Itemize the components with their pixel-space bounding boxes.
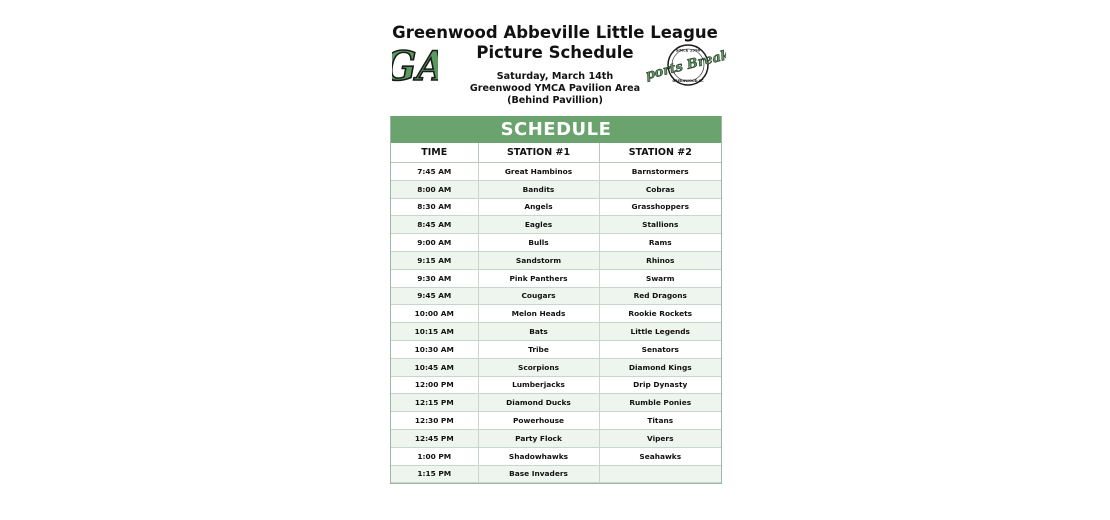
station-2-cell: Seahawks	[599, 447, 721, 465]
table-row	[391, 358, 721, 376]
column-header-station-1: STATION #1	[478, 143, 599, 163]
table-row	[391, 323, 721, 341]
table-row	[391, 447, 721, 465]
schedule-table	[391, 143, 721, 483]
station-2-cell	[599, 465, 721, 483]
station-2-cell: Vipers	[599, 429, 721, 447]
station-2-cell: Swarm	[599, 269, 721, 287]
ga-logo-text	[392, 43, 438, 90]
table-row	[391, 394, 721, 412]
table-row	[391, 180, 721, 198]
station-2-cell: Diamond Kings	[599, 358, 721, 376]
station-1-cell: Bats	[478, 323, 599, 341]
sports-break-script: Sports Break	[646, 47, 726, 86]
table-row	[391, 465, 721, 483]
station-1-cell: Diamond Ducks	[478, 394, 599, 412]
time-cell: 8:45 AM	[391, 216, 478, 234]
station-1-cell: Shadowhawks	[478, 447, 599, 465]
schedule-header-row	[391, 143, 721, 163]
time-cell: 8:30 AM	[391, 198, 478, 216]
event-location: Greenwood YMCA Pavilion Area	[469, 83, 641, 94]
event-location-note: (Behind Pavillion)	[507, 95, 603, 106]
station-2-cell: Stallions	[599, 216, 721, 234]
station-2-cell: Senators	[599, 340, 721, 358]
schedule-banner: SCHEDULE	[391, 116, 721, 143]
station-1-cell: Cougars	[478, 287, 599, 305]
table-row	[391, 429, 721, 447]
table-row	[391, 198, 721, 216]
station-2-cell: Barnstormers	[599, 163, 721, 181]
time-cell: 8:00 AM	[391, 180, 478, 198]
column-header-time: TIME	[391, 143, 478, 163]
table-row	[391, 412, 721, 430]
station-1-cell: Eagles	[478, 216, 599, 234]
time-cell: 12:15 PM	[391, 394, 478, 412]
table-row	[391, 287, 721, 305]
time-cell: 9:15 AM	[391, 251, 478, 269]
time-cell: 9:45 AM	[391, 287, 478, 305]
station-1-cell: Sandstorm	[478, 251, 599, 269]
time-cell: 12:30 PM	[391, 412, 478, 430]
station-2-cell: Little Legends	[599, 323, 721, 341]
time-cell: 1:15 PM	[391, 465, 478, 483]
sports-break-bottom-text: GREENWOOD SC	[672, 79, 704, 83]
column-header-station-2: STATION #2	[599, 143, 721, 163]
station-2-cell: Titans	[599, 412, 721, 430]
table-row	[391, 216, 721, 234]
schedule-table-container	[390, 116, 722, 484]
time-cell: 10:00 AM	[391, 305, 478, 323]
station-2-cell: Rookie Rockets	[599, 305, 721, 323]
event-date: Saturday, March 14th	[496, 71, 614, 82]
page-subtitle: Picture Schedule	[476, 43, 634, 62]
station-1-cell: Bulls	[478, 234, 599, 252]
table-row	[391, 234, 721, 252]
station-1-cell: Great Hambinos	[478, 163, 599, 181]
sports-break-logo	[646, 42, 726, 88]
table-row	[391, 251, 721, 269]
table-row	[391, 340, 721, 358]
time-cell: 7:45 AM	[391, 163, 478, 181]
station-1-cell: Base Invaders	[478, 465, 599, 483]
time-cell: 9:00 AM	[391, 234, 478, 252]
time-cell: 9:30 AM	[391, 269, 478, 287]
station-2-cell: Rams	[599, 234, 721, 252]
station-1-cell: Lumberjacks	[478, 376, 599, 394]
station-1-cell: Party Flock	[478, 429, 599, 447]
page-title: Greenwood Abbeville Little League	[392, 23, 718, 42]
time-cell: 12:00 PM	[391, 376, 478, 394]
station-1-cell: Scorpions	[478, 358, 599, 376]
table-row	[391, 269, 721, 287]
table-row	[391, 376, 721, 394]
station-1-cell: Powerhouse	[478, 412, 599, 430]
station-2-cell: Drip Dynasty	[599, 376, 721, 394]
station-2-cell: Rumble Ponies	[599, 394, 721, 412]
station-1-cell: Tribe	[478, 340, 599, 358]
station-2-cell: Grasshoppers	[599, 198, 721, 216]
station-2-cell: Rhinos	[599, 251, 721, 269]
time-cell: 10:30 AM	[391, 340, 478, 358]
table-row	[391, 305, 721, 323]
ga-logo	[392, 36, 438, 90]
table-row	[391, 163, 721, 181]
time-cell: 12:45 PM	[391, 429, 478, 447]
sports-break-top-text: SINCE 1990	[675, 47, 701, 53]
station-1-cell: Angels	[478, 198, 599, 216]
station-1-cell: Melon Heads	[478, 305, 599, 323]
time-cell: 10:15 AM	[391, 323, 478, 341]
time-cell: 10:45 AM	[391, 358, 478, 376]
station-1-cell: Bandits	[478, 180, 599, 198]
time-cell: 1:00 PM	[391, 447, 478, 465]
station-2-cell: Red Dragons	[599, 287, 721, 305]
station-1-cell: Pink Panthers	[478, 269, 599, 287]
station-2-cell: Cobras	[599, 180, 721, 198]
